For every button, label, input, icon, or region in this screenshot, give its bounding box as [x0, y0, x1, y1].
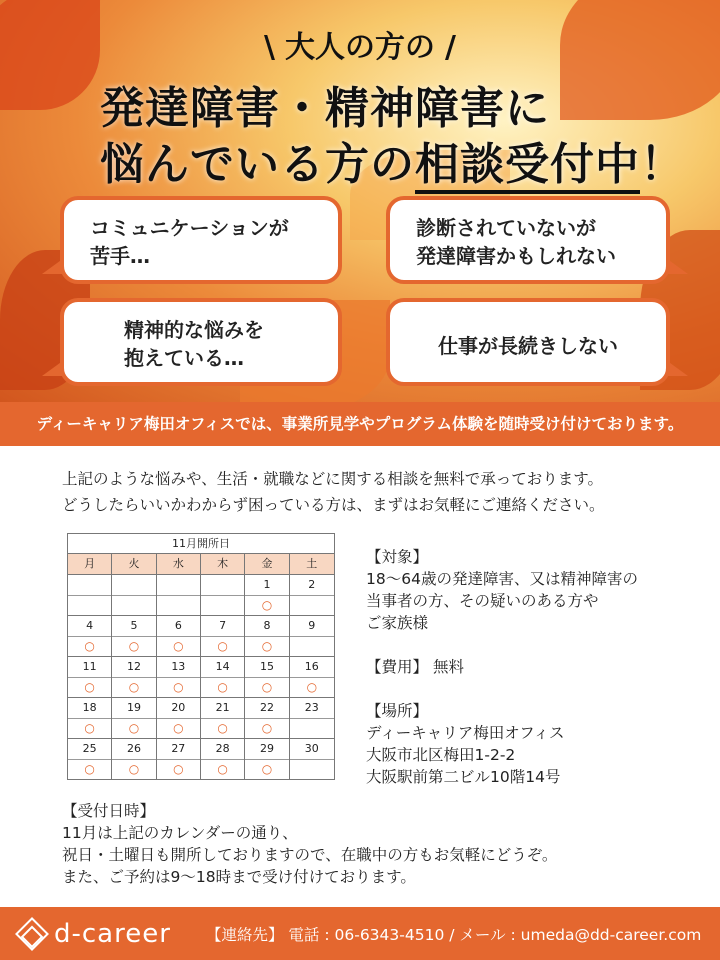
target-label: 【対象】	[366, 548, 429, 566]
weekday-label: 金	[245, 554, 289, 574]
open-day-mark: ○	[68, 677, 111, 696]
calendar-day-cell	[157, 657, 201, 697]
calendar-day-cell	[201, 698, 245, 738]
open-day-mark: ○	[68, 759, 111, 778]
calendar-day-cell	[68, 739, 112, 779]
day-number: 16	[304, 660, 319, 673]
open-day-mark: ○	[112, 677, 155, 696]
weekday-label: 火	[112, 554, 156, 574]
calendar-day-cell	[112, 657, 156, 697]
day-number: 9	[308, 619, 316, 632]
calendar-day-cell	[290, 698, 334, 738]
speech-bubble-job-retention	[386, 298, 670, 386]
speech-bubble-communication	[60, 196, 342, 284]
place-text: ディーキャリア梅田オフィス	[366, 724, 565, 742]
calendar-day-cell	[68, 616, 112, 656]
schedule-text: 11月は上記のカレンダーの通り、	[62, 824, 298, 842]
target-text: 18～64歳の発達障害、又は精神障害の	[366, 570, 638, 588]
calendar-day-cell	[68, 657, 112, 697]
bubble-tail	[666, 360, 688, 376]
day-number	[68, 575, 111, 595]
calendar-day-cell	[201, 575, 245, 615]
weekday-label: 木	[201, 554, 245, 574]
calendar-day-cell	[68, 575, 112, 615]
kicker-text: 大人の方の	[285, 30, 435, 65]
bubble-text: コミュニケーションが	[90, 216, 289, 240]
target-text: 当事者の方、その疑いのある方や	[366, 592, 599, 610]
day-number: 4	[86, 619, 94, 632]
headline-line-1: 発達障害・精神障害に	[100, 83, 550, 134]
calendar-day-cell	[201, 739, 245, 779]
calendar-day-cell	[245, 657, 289, 697]
place-text: 大阪市北区梅田1-2-2	[366, 746, 516, 764]
open-day-mark: ○	[157, 759, 200, 778]
day-number: 21	[215, 701, 230, 714]
open-day-mark	[290, 759, 334, 778]
calendar-week-row	[68, 575, 334, 616]
day-number: 23	[304, 701, 319, 714]
open-day-mark: ○	[201, 636, 244, 655]
calendar-day-cell	[68, 698, 112, 738]
calendar-day-cell	[112, 575, 156, 615]
weekday-label: 土	[306, 557, 318, 570]
schedule-text: また、ご予約は9～18時まで受け付けております。	[62, 868, 416, 886]
contact-info[interactable]: 【連絡先】 電話 : 06-6343-4510 / メール : umeda@dd-career.com	[206, 926, 702, 944]
contact-footer	[0, 907, 720, 960]
dcareer-logo	[20, 919, 171, 949]
bubble-tail	[42, 360, 64, 376]
headline-prefix: 悩んでいる方の	[100, 139, 415, 190]
calendar-day-cell	[290, 657, 334, 697]
calendar-title: 11月開所日	[68, 534, 334, 554]
open-day-mark: ○	[112, 636, 155, 655]
cost-label: 【費用】	[366, 658, 429, 676]
open-day-mark: ○	[112, 759, 155, 778]
open-day-mark	[290, 636, 334, 655]
day-number: 6	[174, 619, 182, 632]
intro-text	[62, 466, 605, 518]
day-number: 1	[263, 578, 271, 591]
schedule-label: 【受付日時】	[62, 802, 156, 820]
hero-section	[0, 0, 720, 402]
target-text: ご家族様	[366, 614, 429, 632]
bubble-text: 抱えている…	[124, 346, 244, 370]
day-number	[157, 575, 200, 595]
bubble-tail	[42, 258, 64, 274]
open-day-mark: ○	[157, 718, 200, 737]
calendar-day-cell	[112, 616, 156, 656]
calendar-day-cell	[290, 739, 334, 779]
open-day-mark: ○	[201, 759, 244, 778]
open-day-mark: ○	[201, 718, 244, 737]
open-day-mark: ○	[157, 636, 200, 655]
day-number: 30	[304, 742, 319, 755]
day-number	[112, 575, 155, 595]
day-number: 29	[259, 742, 274, 755]
calendar-day-cell	[245, 616, 289, 656]
logo-text: d-career	[54, 919, 171, 949]
open-day-mark: ○	[245, 636, 288, 655]
open-day-mark: ○	[157, 677, 200, 696]
calendar-week-row	[68, 657, 334, 698]
logo-diamond-icon	[15, 917, 49, 951]
calendar-day-cell	[290, 575, 334, 615]
open-day-mark: ○	[290, 677, 334, 696]
cost-value: 無料	[432, 658, 464, 676]
calendar-weekday-header	[68, 554, 334, 575]
accent-mark: /	[445, 30, 456, 65]
weekday-label: 水	[157, 554, 201, 574]
calendar-day-cell	[245, 575, 289, 615]
open-day-mark	[201, 595, 244, 614]
day-number: 12	[126, 660, 141, 673]
day-number: 2	[308, 578, 316, 591]
open-day-mark: ○	[245, 595, 288, 614]
day-number: 20	[171, 701, 186, 714]
headline-emphasis: 相談受付中	[415, 139, 640, 194]
reception-schedule	[62, 800, 557, 888]
weekday-label: 月	[68, 554, 112, 574]
day-number: 22	[259, 701, 274, 714]
office-banner: ディーキャリア梅田オフィスでは、事業所見学やプログラム体験を随時受け付けております。	[0, 402, 720, 446]
calendar-week-row	[68, 739, 334, 779]
day-number: 15	[259, 660, 274, 673]
day-number: 25	[82, 742, 97, 755]
headline-suffix: ！	[640, 139, 685, 190]
place-block	[366, 700, 638, 788]
day-number: 18	[82, 701, 97, 714]
day-number: 26	[126, 742, 141, 755]
intro-line: 上記のような悩みや、生活・就職などに関する相談を無料で承っております。	[62, 470, 603, 488]
day-number: 19	[126, 701, 141, 714]
calendar-day-cell	[245, 698, 289, 738]
calendar-day-cell	[112, 698, 156, 738]
open-day-mark: ○	[245, 718, 288, 737]
bubble-text: 仕事が長続きしない	[438, 334, 618, 358]
open-day-mark: ○	[201, 677, 244, 696]
open-day-mark	[290, 595, 334, 614]
open-day-mark	[112, 595, 155, 614]
schedule-text: 祝日・土曜日も開所しておりますので、在職中の方もお気軽にどうぞ。	[62, 846, 558, 864]
calendar-day-cell	[201, 616, 245, 656]
open-day-mark: ○	[112, 718, 155, 737]
bubble-text: 精神的な悩みを	[124, 318, 264, 342]
headline-line-2	[100, 128, 685, 192]
bubble-tail	[666, 258, 688, 274]
speech-bubble-undiagnosed	[386, 196, 670, 284]
day-number: 11	[82, 660, 97, 673]
calendar-week-row	[68, 698, 334, 739]
calendar-day-cell	[290, 616, 334, 656]
calendar-day-cell	[157, 575, 201, 615]
day-number	[201, 575, 244, 595]
open-day-mark	[68, 595, 111, 614]
day-number: 27	[171, 742, 186, 755]
info-panel	[366, 546, 638, 810]
open-day-mark: ○	[245, 759, 288, 778]
calendar-day-cell	[157, 698, 201, 738]
bubble-text: 診断されていないが	[416, 216, 596, 240]
calendar-week-row	[68, 616, 334, 657]
calendar-day-cell	[201, 657, 245, 697]
speech-bubble-mental-worries	[60, 298, 342, 386]
open-day-mark: ○	[68, 718, 111, 737]
opening-calendar	[67, 533, 335, 780]
place-text: 大阪駅前第二ビル10階14号	[366, 768, 561, 786]
day-number: 7	[219, 619, 227, 632]
day-number: 13	[171, 660, 186, 673]
place-label: 【場所】	[366, 702, 429, 720]
day-number: 8	[263, 619, 271, 632]
accent-mark: \	[264, 30, 275, 65]
open-day-mark	[290, 718, 334, 737]
calendar-day-cell	[245, 739, 289, 779]
bubble-text: 発達障害かもしれない	[416, 244, 616, 268]
day-number: 5	[130, 619, 138, 632]
day-number: 14	[215, 660, 230, 673]
open-day-mark	[157, 595, 200, 614]
bubble-text: 苦手…	[90, 244, 150, 268]
calendar-body	[68, 575, 334, 779]
cost-block	[366, 656, 638, 678]
calendar-day-cell	[157, 616, 201, 656]
open-day-mark: ○	[245, 677, 288, 696]
intro-line: どうしたらいいかわからず困っている方は、まずはお気軽にご連絡ください。	[62, 496, 605, 514]
calendar-day-cell	[157, 739, 201, 779]
day-number: 28	[215, 742, 230, 755]
open-day-mark: ○	[68, 636, 111, 655]
headline-kicker	[0, 22, 720, 66]
calendar-day-cell	[112, 739, 156, 779]
target-block	[366, 546, 638, 634]
